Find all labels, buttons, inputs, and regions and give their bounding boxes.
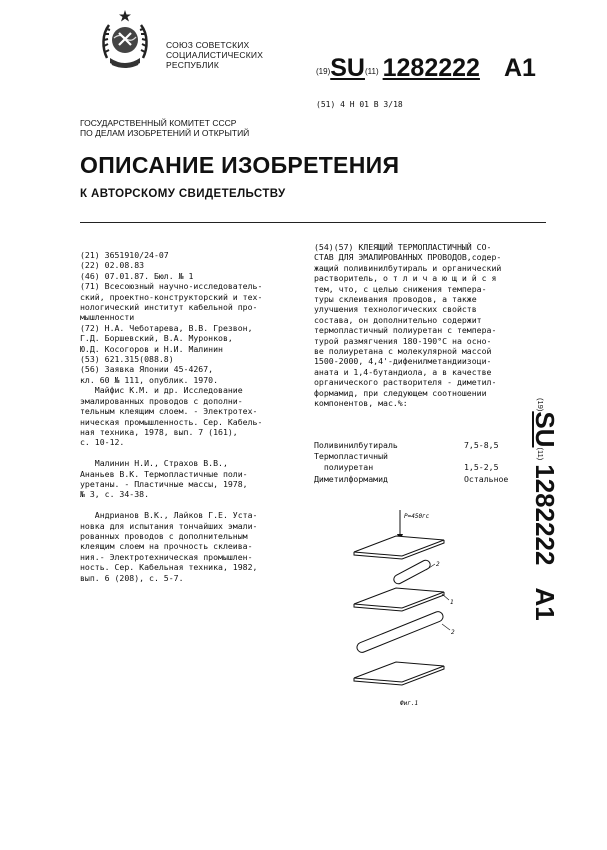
biblio-line: новка для испытания тончайших эмали- xyxy=(80,520,258,531)
biblio-line: ная техника, 1978, вып. 7 (161), xyxy=(80,426,238,437)
abstract-line: аната и 1,4-бутандиола, а в качестве xyxy=(314,366,492,377)
biblio-line: с. 10-12. xyxy=(80,437,125,448)
biblio-line: ния.- Электротехническая промышлен- xyxy=(80,551,253,562)
biblio-line: Ю.Д. Косогоров и Н.И. Малинин xyxy=(80,343,223,354)
load-label: P=450гс xyxy=(404,513,430,520)
ussr-emblem-icon xyxy=(100,8,150,74)
abstract-line: органического растворителя - диметил- xyxy=(314,377,497,388)
biblio-line: мышленности xyxy=(80,312,135,323)
biblio-line: (21) 3651910/24-07 xyxy=(80,250,169,260)
biblio-line: клеящим слоем на прочность склеива- xyxy=(80,541,253,552)
biblio-line: уретаны. - Пластичные массы, 1978, xyxy=(80,478,248,489)
abstract-line: туры склеивания проводов, а также xyxy=(314,294,477,305)
abstract-line: тем, что, с целью снижения темпера- xyxy=(314,283,487,294)
country-name: СОЮЗ СОВЕТСКИХ СОЦИАЛИСТИЧЕСКИХ РЕСПУБЛИК xyxy=(166,40,264,70)
publication-number: (19)SU(11) 1282222 A1 xyxy=(316,54,536,82)
header-divider xyxy=(80,222,546,223)
callout-2b: 2 xyxy=(451,629,455,636)
biblio-line: эмалированных проводов с дополни- xyxy=(80,395,243,406)
abstract-line: растворитель, о т л и ч а ю щ и й с я xyxy=(314,273,497,284)
biblio-line: (71) Всесоюзный научно-исследователь- xyxy=(80,281,263,292)
biblio-line: (53) 621.315(088.8) xyxy=(80,354,174,365)
biblio-line: Малинин Н.И., Страхов В.В., xyxy=(80,458,228,469)
figure-caption: Фиг.1 xyxy=(400,700,419,707)
ipc-classification: (51) 4 Н 01 В 3/18 xyxy=(316,100,403,109)
abstract-line: 1500-2000, 4,4'-дифенилметандиизоци- xyxy=(314,356,492,367)
abstract-line: турой размягчения 180-190°С на осно- xyxy=(314,335,492,346)
abstract-line: формамид, при следующем соотношении xyxy=(314,387,487,398)
abstract-line: (54)(57) КЛЕЯЩИЙ ТЕРМОПЛАСТИЧНЫЙ СО- xyxy=(314,242,492,252)
biblio-line: № 3, с. 34-38. xyxy=(80,489,150,500)
biblio-line: вып. 6 (208), с. 5-7. xyxy=(80,572,184,583)
biblio-line: кл. 60 № 111, опублик. 1970. xyxy=(80,374,219,385)
callout-2: 2 xyxy=(436,561,440,568)
committee-name: ГОСУДАРСТВЕННЫЙ КОМИТЕТ СССР ПО ДЕЛАМ ИЗОБРЕТЕНИЙ И ОТКРЫТИЙ xyxy=(80,118,250,138)
vertical-publication-number: (19)SU(11)1282222A1 xyxy=(530,398,560,621)
document-title: ОПИСАНИЕ ИЗОБРЕТЕНИЯ xyxy=(80,152,400,178)
biblio-line: ский, проектно-конструкторский и тех- xyxy=(80,291,263,302)
biblio-line: рованных проводов с дополнительным xyxy=(80,530,248,541)
composition-row: полиуретан 1,5-2,5 xyxy=(314,462,499,473)
abstract-line: компонентов, мас.%: xyxy=(314,398,408,409)
callout-1: 1 xyxy=(450,599,454,606)
abstract-line: улучшения технологических свойств xyxy=(314,304,477,315)
abstract-line: состава, он дополнительно содержит xyxy=(314,314,482,325)
abstract-line: ве полиуретана с молекулярной массой xyxy=(314,346,492,357)
biblio-line: ническая промышленность. Сер. Кабель- xyxy=(80,416,263,427)
biblio-line: Ананьев В.К. Термопластичные поли- xyxy=(80,468,248,479)
biblio-line: тельным клеящим слоем. - Электротех- xyxy=(80,406,258,417)
biblio-line: нологический институт кабельной про- xyxy=(80,302,258,313)
biblio-line: (56) Заявка Японии 45-4267, xyxy=(80,364,214,375)
bibliographic-data xyxy=(80,250,302,583)
composition-table xyxy=(314,440,536,485)
test-setup-figure xyxy=(340,508,490,708)
biblio-line: (46) 07.01.87. Бюл. № 1 xyxy=(80,270,194,281)
biblio-line: (22) 02.08.83 xyxy=(80,260,145,271)
document-subtitle: К АВТОРСКОМУ СВИДЕТЕЛЬСТВУ xyxy=(80,188,286,200)
composition-row: Термопластичный xyxy=(314,451,388,462)
biblio-line: (72) Н.А. Чеботарева, В.В. Грезвон, xyxy=(80,322,253,333)
abstract-line: термопластичный полиуретан с темпера- xyxy=(314,325,497,336)
biblio-line: Майфис К.М. и др. Исследование xyxy=(80,385,243,396)
biblio-line: ность. Сер. Кабельная техника, 1982, xyxy=(80,562,258,573)
biblio-line: Г.Д. Боршевский, В.А. Муронков, xyxy=(80,333,233,344)
abstract-text xyxy=(314,242,532,409)
composition-row: Диметилформамид Остальное xyxy=(314,473,509,484)
abstract-line: жащий поливинилбутираль и органический xyxy=(314,262,502,273)
biblio-line: Андрианов В.К., Лайков Г.Е. Уста- xyxy=(80,510,258,521)
abstract-line: СТАВ ДЛЯ ЭМАЛИРОВАННЫХ ПРОВОДОВ,содер- xyxy=(314,252,502,263)
composition-row: Поливинилбутираль 7,5-8,5 xyxy=(314,440,499,450)
